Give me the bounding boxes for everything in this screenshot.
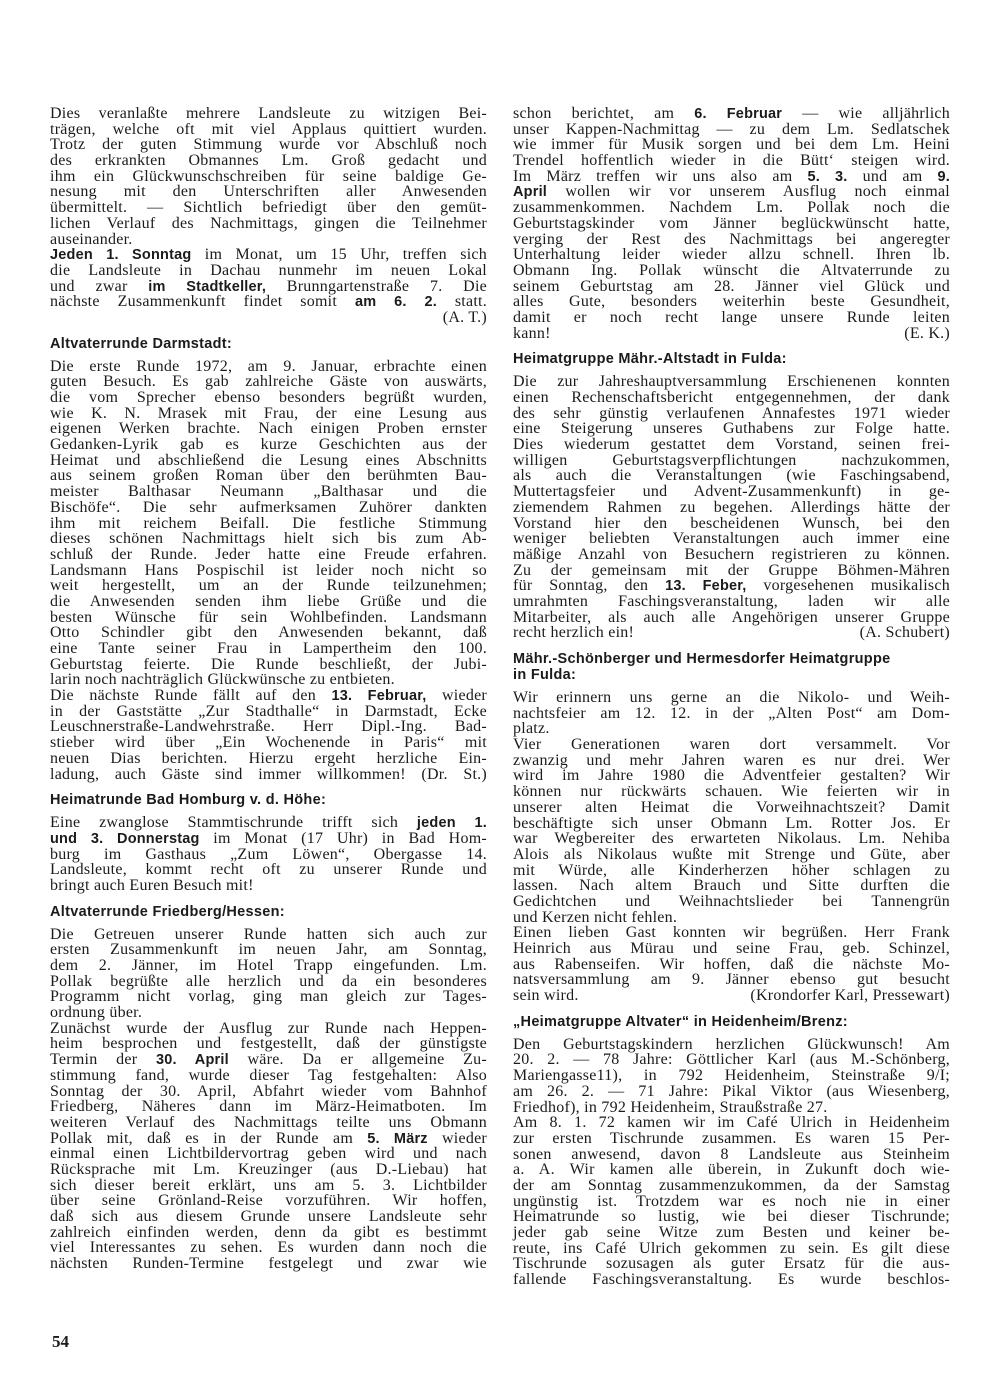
paragraph: [513, 1115, 950, 1288]
text-line: [50, 279, 487, 295]
paragraph: [513, 106, 950, 341]
text-line: aus seinem großen Roman über den berühmten Bau-: [50, 467, 487, 485]
paragraph: [50, 815, 487, 893]
text-line: [50, 247, 487, 263]
text-line: viel Interessantes zu sehen. Es wurden dann noch die: [50, 1239, 487, 1257]
text-line: eine Tante seiner Frau in Lampertheim den 100.: [50, 640, 487, 657]
page-number: 54: [52, 1332, 69, 1351]
bold-run: 5. März: [367, 1130, 428, 1147]
text-line: Den Geburtstagskindern herzlichen Glückwunsch! Am: [513, 1035, 950, 1053]
text-line: Muttertagsfeier und Advent-Zusammenkunft) in ge-: [513, 483, 950, 501]
text-line: Obmann Ing. Pollak wünscht die Altvaterrunde zu: [513, 261, 950, 279]
text-line: zwanzig und mehr Jahren waren es nur drei. Wer: [513, 751, 950, 769]
text-line: [50, 688, 487, 704]
text-line: Gedichtchen und Weihnachtslieder bei Tannengrün: [513, 892, 950, 910]
heading-line: Mähr.-Schönberger und Hermesdorfer Heimatgruppe: [513, 651, 891, 667]
text-line: als auch die Veranstaltungen (wie Faschingsabend,: [513, 467, 950, 485]
section-heading: [50, 904, 487, 920]
text-line: sich dieser bereit erklärt, uns am 5. 3. Lichtbilder: [50, 1176, 487, 1194]
text-line: einen Rechenschaftsbericht entgegennehmen, der dank: [513, 389, 950, 406]
text-line: wie immer für Musik sorgen und bei dem Lm. Heini: [513, 136, 950, 154]
text-line: damit er noch recht lange unsere Runde leiten: [513, 308, 950, 326]
text-run: im Monat (17 Uhr) in Bad Hom-: [199, 829, 488, 847]
text-run: statt.: [436, 293, 487, 311]
text-line: Unterhaltung leider wieder allzu schnell. Ihren lb.: [513, 246, 950, 264]
text-line: Trotz der guten Stimmung wurde vor Abschluß noch: [50, 136, 487, 154]
text-line: Pollak begrüßte alle herzlich und da ein besonderes: [50, 972, 487, 990]
text-line: eine Steigerung unseres Guthabens zur Folge hatte.: [513, 420, 950, 438]
bold-run: im Stadtkeller,: [148, 278, 267, 295]
text-line: [513, 625, 950, 641]
text-line: [513, 169, 950, 185]
heading-line: Altvaterrunde Friedberg/Hessen:: [50, 903, 285, 920]
text-line: Tischrunde sozusagen als guter Ersatz für die aus-: [513, 1255, 950, 1273]
paragraph: [50, 359, 487, 688]
text-line: Heinrich aus Mürau und seine Frau, geb. Schinzel,: [513, 940, 950, 957]
heading-line: Heimatgruppe Mähr.-Altstadt in Fulda:: [513, 351, 787, 368]
text-line: des erkrankten Obmannes Lm. Groß gedacht und: [50, 152, 487, 170]
text-line: ladung, auch Gäste sind immer willkommen! (Dr. St.): [50, 765, 487, 783]
text-line: umrahmten Faschingsveranstaltung, laden wir alle: [513, 592, 950, 610]
text-line: mäßige Anzahl von Besuchern registrieren zu können.: [513, 545, 950, 563]
text-run: und am: [847, 167, 938, 185]
text-line: Vier Generationen waren dort versammelt. Vor: [513, 736, 950, 754]
text-line: war Wegbereiter des erwarteten Nikolaus. Lm. Nehiba: [513, 830, 950, 848]
text-run: wieder: [426, 687, 487, 705]
text-line: der am Sonntag zusammenzukommen, da der Samstag: [513, 1176, 950, 1194]
text-line: dieses schönen Nachmittags hielt sich bis zum Ab-: [50, 530, 487, 548]
paragraph: [50, 106, 487, 247]
text-line: können nur rückwärts schauen. Wie feierten wir in: [513, 783, 950, 801]
text-line: stieber wird über „Ein Wochenende in Paris“ mit: [50, 734, 487, 752]
text-line: [513, 578, 950, 594]
text-run: wieder: [427, 1129, 488, 1147]
paragraph: [513, 374, 950, 641]
text-line: in der Gaststätte „Zur Stadthalle“ in Darmstadt, Ecke: [50, 702, 487, 720]
text-line: Zu der gemeinsam mit der Gruppe Böhmen-Mähren: [513, 561, 950, 579]
text-line: schluß der Runde. Jeder hatte eine Freude erfahren.: [50, 545, 487, 563]
text-line: Heimatrunde so lustig, wie bei dieser Tischrunde;: [513, 1208, 950, 1226]
section-heading: [50, 336, 487, 352]
text-line: Die zur Jahreshauptversammlung Erschienenen konnten: [513, 373, 950, 391]
bold-run: April: [513, 184, 548, 201]
text-line: ihm mit reichem Beifall. Die festliche Stimmung: [50, 514, 487, 532]
text-line: [513, 988, 950, 1004]
text-line: am 26. 2. — 71 Jahre: Pikal Viktor (aus Wiesenberg,: [513, 1082, 950, 1100]
section-heading: [513, 1014, 950, 1030]
text-line: alles Gute, besonders weiterhin beste Gesundheit,: [513, 293, 950, 311]
bold-run: 13. Feber,: [665, 578, 747, 595]
text-line: Mariengasse11), in 792 Heidenheim, Steinstraße 9/I;: [513, 1067, 950, 1085]
text-line: Gedanken-Lyrik gab es kurze Geschichten aus der: [50, 436, 487, 454]
text-run: — wie alljährlich: [782, 105, 950, 122]
text-line: burg im Gasthaus „Zum Löwen“, Obergasse 14.: [50, 845, 487, 863]
text-line: auseinander.: [50, 230, 133, 248]
text-line: unserer alten Heimat die Vorweihnachtszeit? Damit: [513, 798, 950, 816]
text-line: die Anwesenden senden ihm liebe Grüße und die: [50, 592, 487, 610]
bold-run: am 6. 2.: [354, 294, 437, 311]
text-line: daß sich aus diesem Grunde unsere Landsleute sehr: [50, 1208, 487, 1225]
text-line: wird im Jahre 1980 die Adventfeier gestalten? Wir: [513, 767, 950, 785]
section-heading: [50, 792, 487, 808]
text-line: verging der Rest des Nachmittags bei angeregter: [513, 230, 950, 248]
text-line: übermittelt. — Sichtlich befriedigt über den gemüt-: [50, 199, 487, 217]
signature: (Krondorfer Karl, Pressewart): [750, 987, 950, 1005]
text-line: [50, 294, 487, 310]
paragraph: [513, 690, 950, 737]
text-line: seinem Geburtstag am 28. Jänner viel Glück und: [513, 277, 950, 295]
text-line: reute, ins Café Ulrich gekommen zu sein. Es gilt diese: [513, 1239, 950, 1257]
text-run: Pollak mit, daß es in der Runde am: [50, 1129, 368, 1147]
left-column: [50, 106, 487, 1272]
text-line: Landsmann Hans Pospischil ist leider noch nicht so: [50, 561, 487, 579]
paragraph: [513, 737, 950, 925]
text-line: [50, 831, 487, 847]
section-heading: [513, 651, 950, 683]
text-line: die Landsleute in Dachau nunmehr im neuen Lokal: [50, 261, 487, 279]
text-line: Einen lieben Gast konnten wir begrüßen. Herr Frank: [513, 924, 950, 942]
text-run: Eine zwanglose Stammtischrunde trifft sich: [50, 814, 417, 832]
bold-run: 30. April: [155, 1052, 229, 1069]
text-line: aus Rabenseifen. Wir hoffen, daß die nächste Mo-: [513, 955, 950, 973]
text-line: ihm ein Glückwunschschreiben für seine baldige Ge-: [50, 167, 487, 185]
heading-line: Heimatrunde Bad Homburg v. d. Höhe:: [50, 792, 327, 809]
text-line: Dies veranlaßte mehrere Landsleute zu witzigen Bei-: [50, 105, 487, 122]
text-line: [513, 326, 950, 342]
text-run: Die nächste Runde fällt auf den: [50, 687, 332, 705]
text-line: Friedhof), in 792 Heidenheim, Straußstraße 27.: [513, 1098, 828, 1116]
text-line: Dies wiederum gestattet dem Vorstand, seinen frei-: [513, 436, 950, 454]
bold-run: Jeden 1. Sonntag: [50, 247, 192, 264]
bold-run: 6. Februar: [694, 106, 783, 122]
text-line: [50, 815, 487, 831]
text-line: nächsten Runden-Termine festgelegt und zwar wie: [50, 1255, 487, 1273]
text-line: a. A. Wir kamen alle überein, in Zukunft doch wie-: [513, 1161, 950, 1179]
text-line: Heimat und abschließend die Lesung eines Abschnitts: [50, 451, 487, 469]
text-run: recht herzlich ein!: [513, 624, 635, 642]
text-line: Vorstand hier den bescheidenen Wunsch, bei den: [513, 514, 950, 532]
text-line: heim besprochen und festgestellt, daß der günstigste: [50, 1035, 487, 1053]
text-line: stimmung fand, wurde dieser Tag festgehalten: Also: [50, 1066, 487, 1084]
section-heading: [513, 351, 950, 367]
text-run: Brunngartenstraße 7. Die: [266, 277, 488, 295]
text-line: ersten Zusammenkunft im neuen Jahr, am Sonntag,: [50, 941, 487, 959]
bold-run: 5. 3.: [807, 168, 848, 185]
bold-run: jeden 1.: [416, 815, 488, 832]
text-run: sein wird.: [513, 987, 579, 1005]
text-line: lassen. Nach altem Brauch und Sitte durften die: [513, 877, 950, 895]
bold-run: 13. Februar,: [331, 688, 427, 705]
text-line: des sehr günstig verlaufenen Annafestes 1971 wieder: [513, 404, 950, 422]
paragraph: [513, 925, 950, 1003]
right-column: [513, 106, 950, 1288]
text-line: Am 8. 1. 72 kamen wir im Café Ulrich in Heidenheim: [513, 1114, 950, 1132]
text-line: Alois als Nikolaus wußte mit Strenge und Güte, aber: [513, 845, 950, 863]
text-line: dem 2. Jänner, im Hotel Trapp eingefunden. Lm.: [50, 957, 487, 974]
text-line: [50, 1131, 487, 1147]
text-line: zur ersten Tischrunde zusammen. Es waren 15 Per-: [513, 1129, 950, 1147]
text-line: zahlreich einfinden werden, denn da gibt es bestimmt: [50, 1223, 487, 1241]
text-line: Geburtstagskinder vom Jänner beglückwünscht hatte,: [513, 214, 950, 232]
text-line: ungünstig ist. Trotzdem war es noch nie in einer: [513, 1192, 950, 1210]
signature: (E. K.): [904, 324, 950, 342]
text-line: Bischöfe“. Die sehr aufmerksamen Zuhörer dankten: [50, 498, 487, 516]
text-line: besten Wünsche für sein Wohlbefinden. Landsmann: [50, 608, 487, 626]
text-line: Wir erinnern uns gerne an die Nikolo- und Weih-: [513, 689, 950, 706]
text-line: mit Würde, alle Kinderherzen höher schlagen zu: [513, 861, 950, 879]
text-line: beschäftigte sich unser Obmann Lm. Rotter Jos. Er: [513, 814, 950, 832]
text-line: Die Getreuen unserer Runde hatten sich auch zur: [50, 925, 487, 943]
text-line: platz.: [513, 720, 550, 738]
signature: (A. T.): [442, 308, 487, 326]
text-line: Rücksprache mit Lm. Kreuzinger (aus D.-Liebau) hat: [50, 1160, 487, 1178]
text-line: wie K. N. Mrasek mit Frau, der eine Lesung aus: [50, 404, 487, 422]
text-line: [513, 106, 950, 122]
text-line: nesung mit den Unterschriften aller Anwesenden: [50, 183, 487, 201]
text-line: [50, 1052, 487, 1068]
text-run: Termin der: [50, 1051, 156, 1069]
text-line: Leuschnerstraße-Landwehrstraße. Herr Dipl.-Ing. Bad-: [50, 718, 487, 736]
text-line: die vom Sprecher ebenso besonders begrüßt wurden,: [50, 389, 487, 406]
signature: (A. Schubert): [859, 624, 950, 642]
text-line: einmal einen Lichtbildervortrag geben wird und nach: [50, 1145, 487, 1163]
text-line: 20. 2. — 78 Jahre: Göttlicher Karl (aus M.-Schönberg,: [513, 1051, 950, 1069]
text-line: und Kerzen nicht fehlen.: [513, 908, 678, 926]
heading-line: Altvaterrunde Darmstadt:: [50, 335, 233, 352]
paragraph: [50, 247, 487, 325]
text-line: bringt auch Euren Besuch mit!: [50, 876, 254, 894]
text-line: unser Kappen-Nachmittag — zu dem Lm. Sedlatschek: [513, 120, 950, 138]
text-line: Otto Schindler gibt den Anwesenden bekannt, daß: [50, 624, 487, 642]
text-line: weit hergestellt, um an der Runde teilzunehmen;: [50, 577, 487, 595]
text-line: über seine Grönland-Reise vorzuführen. Wir hoffen,: [50, 1192, 487, 1210]
text-line: eigenen Werken brachte. Nach einigen Proben ernster: [50, 420, 487, 438]
text-line: sonen anwesend, davon 8 Landsleute aus Steinheim: [513, 1145, 950, 1163]
text-line: fallende Faschingsveranstaltung. Es wurde beschlos-: [513, 1271, 950, 1289]
bold-run: 9.: [937, 168, 950, 185]
text-line: guten Besuch. Es gab zahlreiche Gäste von auswärts,: [50, 373, 487, 391]
text-line: meister Balthasar Neumann „Balthasar und die: [50, 483, 487, 501]
text-run: Im März treffen wir uns also am: [513, 167, 808, 185]
text-line: Zunächst wurde der Ausflug zur Runde nach Heppen-: [50, 1019, 487, 1037]
text-line: Die erste Runde 1972, am 9. Januar, erbrachte einen: [50, 357, 487, 375]
text-line: Mitarbeiter, als auch alle Angehörigen unserer Gruppe: [513, 608, 950, 626]
text-run: kann!: [513, 324, 551, 342]
text-line: Friedberg, Näheres dann im März-Heimatboten. Im: [50, 1098, 487, 1116]
text-line: trägen, welche oft mit viel Applaus quittiert wurden.: [50, 120, 487, 138]
text-line: willigen Geburtstagsverpflichtungen nachzukommen,: [513, 451, 950, 469]
text-line: Sonntag der 30. April, Abfahrt wieder vom Bahnhof: [50, 1082, 487, 1100]
paragraph: [513, 1037, 950, 1115]
text-line: Geburtstag feierte. Die Runde beschließt, der Jubi-: [50, 655, 487, 673]
text-run: im Monat, um 15 Uhr, treffen sich: [191, 246, 488, 264]
text-line: Programm nicht vorlag, ging man gleich zur Tages-: [50, 988, 487, 1006]
text-line: weniger beliebten Veranstaltungen auch immer eine: [513, 530, 950, 548]
text-line: zusammenkommen. Nachdem Lm. Pollak noch die: [513, 199, 950, 217]
text-line: weiteren Verlauf des Nachmittags teilte uns Obmann: [50, 1113, 487, 1131]
heading-line: in Fulda:: [513, 667, 577, 683]
text-run: nächste Zusammenkunft findet somit: [50, 293, 355, 311]
paragraph: [50, 1021, 487, 1272]
text-run: und zwar: [50, 277, 149, 295]
text-line: lichen Verlauf des Nachmittags, gingen die Teilnehmer: [50, 214, 487, 232]
text-run: vorgesehenen musikalisch: [746, 577, 950, 595]
bold-run: und 3. Donnerstag: [50, 830, 200, 847]
paragraph: [50, 688, 487, 782]
text-line: ziemendem Rahmen zu begehen. Allerdings hätte der: [513, 498, 950, 516]
text-run: wäre. Da er allgemeine Zu-: [228, 1051, 488, 1069]
text-line: [513, 184, 950, 200]
text-line: natsversammlung am 9. Jänner ebenso gut besucht: [513, 971, 950, 989]
text-line: neuen Dias berichten. Hierzu ergeht herzliche Ein-: [50, 749, 487, 767]
heading-line: „Heimatgruppe Altvater“ in Heidenheim/Brenz:: [513, 1013, 848, 1030]
text-line: jeder gab seine Witze zum Besten und keiner be-: [513, 1224, 950, 1241]
text-line: ordnung über.: [50, 1004, 143, 1022]
text-run: wollen wir vor unserem Ausflug noch einmal: [547, 183, 950, 201]
text-line: larin noch nachträglich Glückwünsche zu entbieten.: [50, 671, 395, 689]
text-line: Landsleute, kommt recht oft zu unserer Runde und: [50, 861, 487, 879]
text-line: Trendel hoffentlich wieder in die Bütt‘ steigen wird.: [513, 152, 950, 170]
paragraph: [50, 927, 487, 1021]
text-line: nachtsfeier am 12. 12. in der „Alten Post“ am Dom-: [513, 704, 950, 722]
text-run: schon berichtet, am: [513, 105, 695, 122]
text-run: für Sonntag, den: [513, 577, 666, 595]
